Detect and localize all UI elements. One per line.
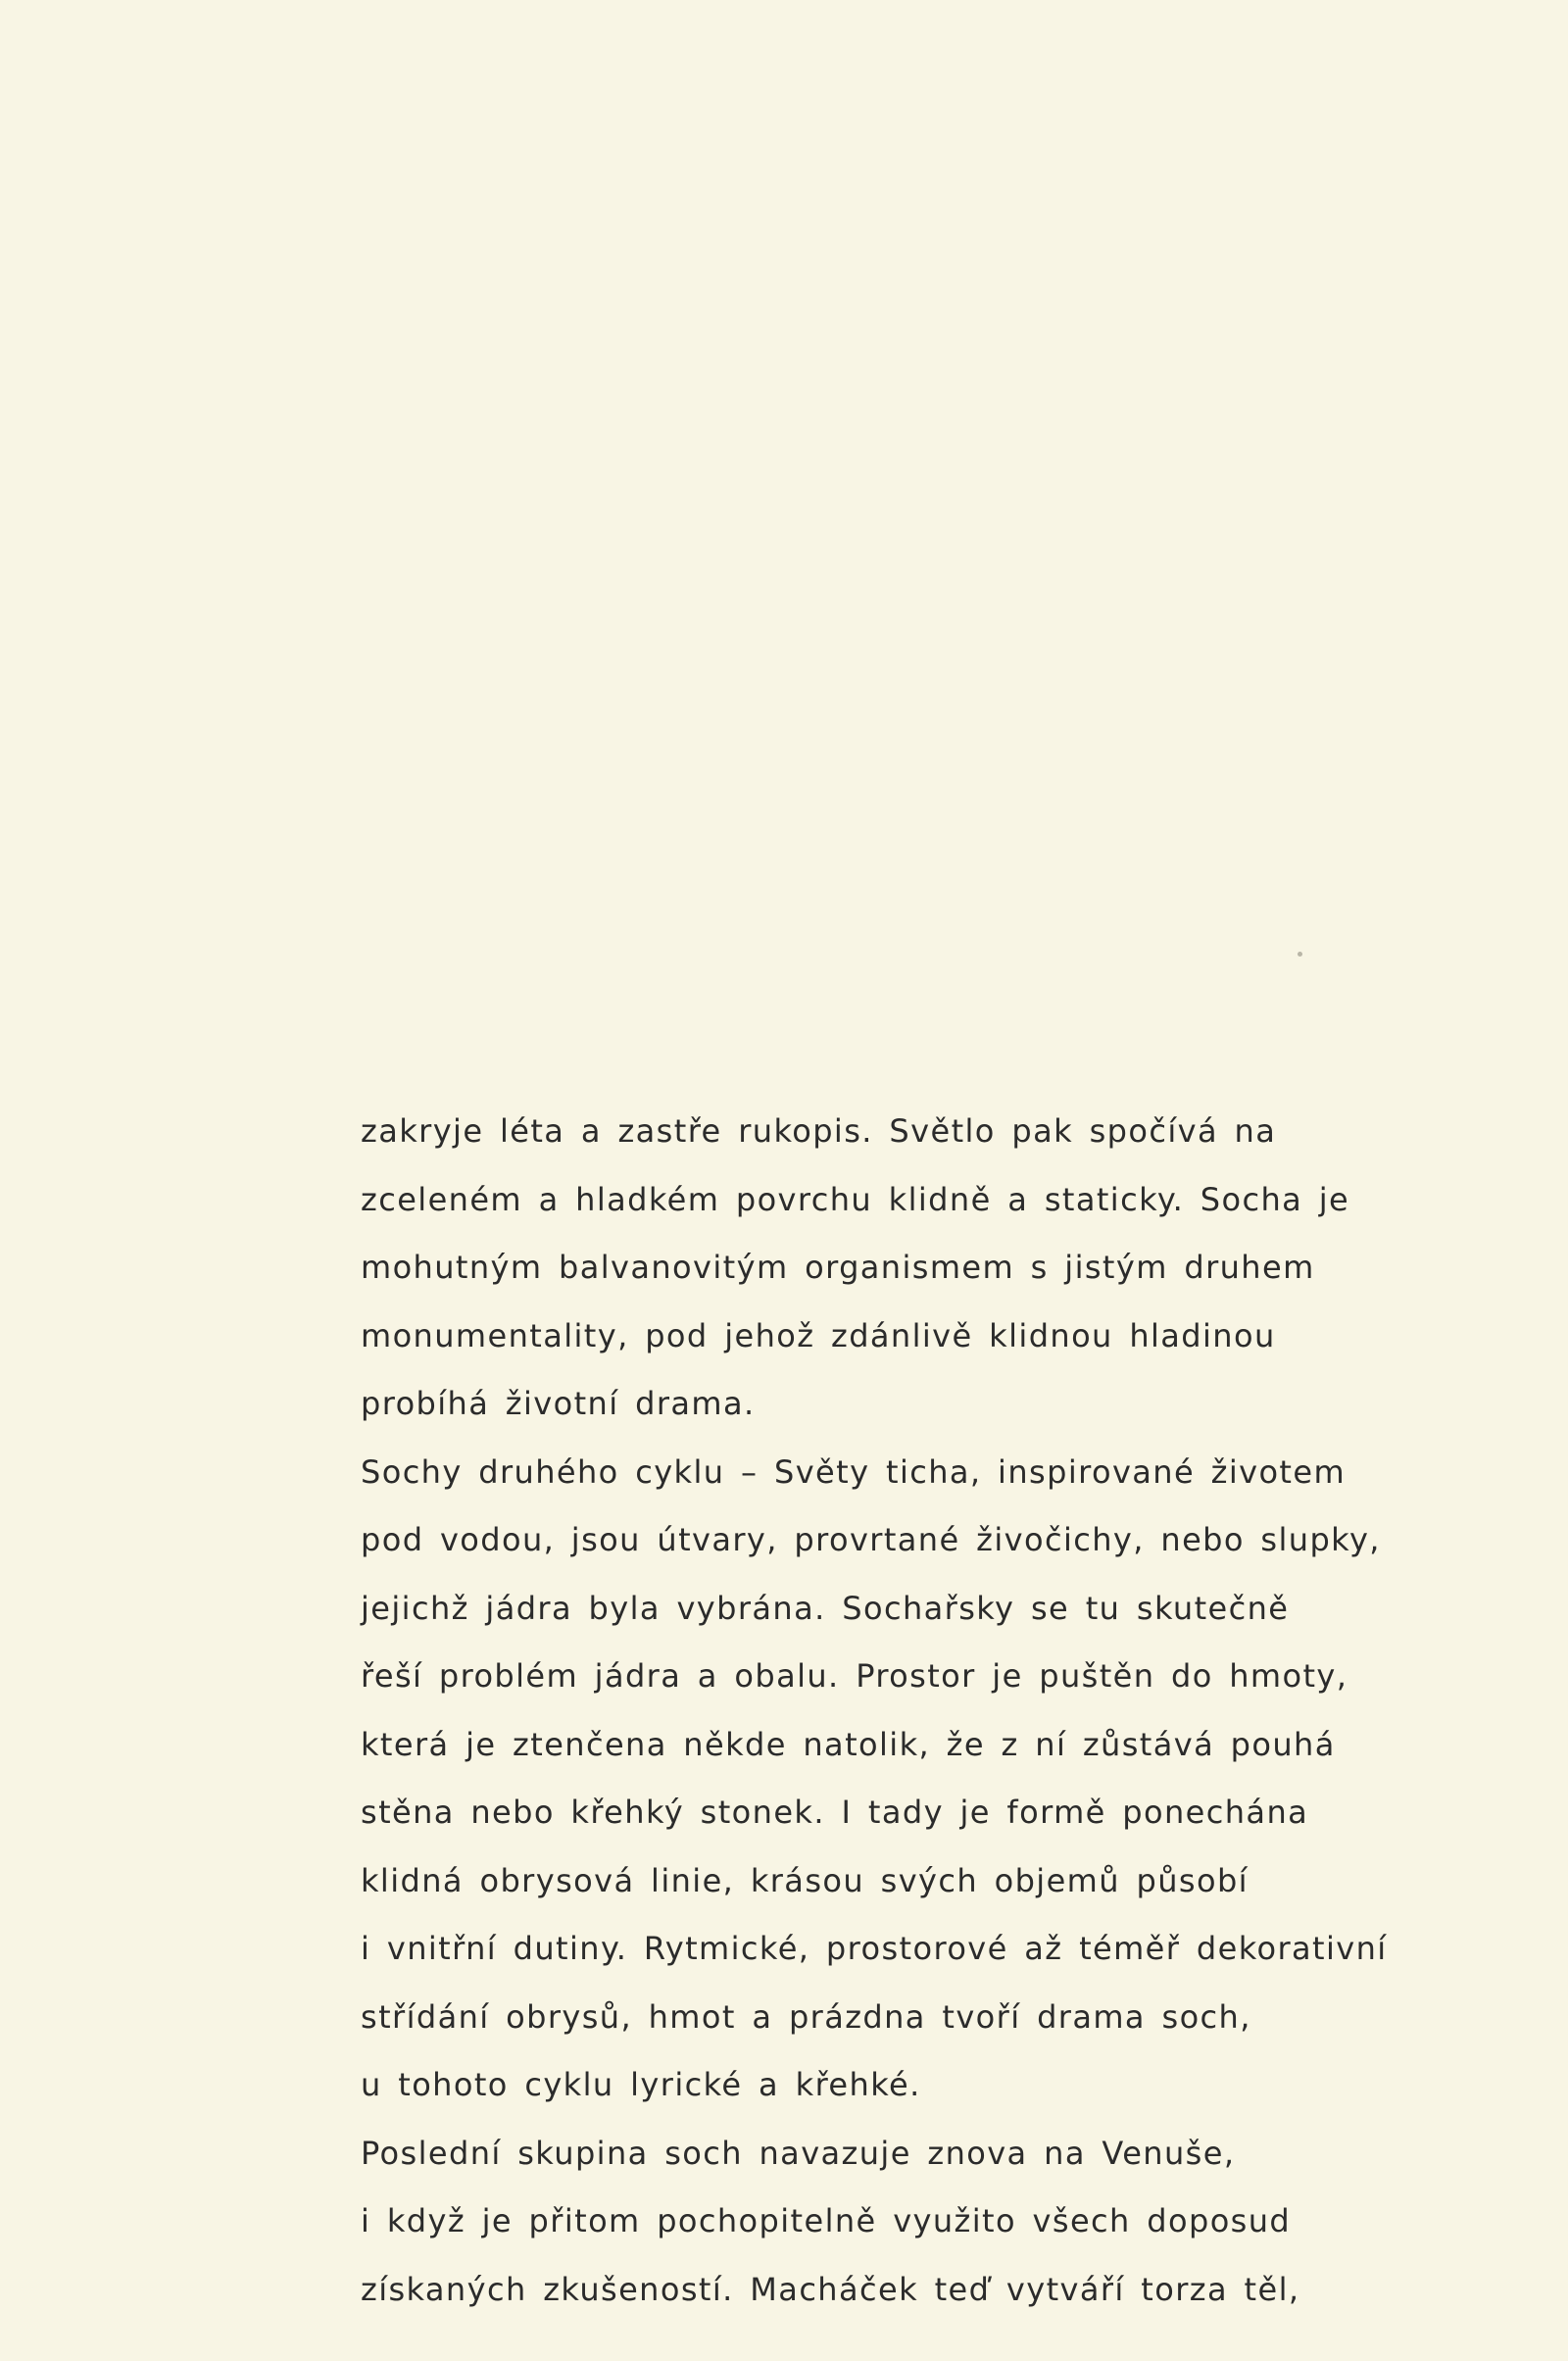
text-line: pod vodou, jsou útvary, provrtané živočichy, nebo slupky, — [361, 1521, 1381, 1558]
text-line: zceleném a hladkém povrchu klidně a staticky. Socha je — [361, 1180, 1350, 1218]
text-line: probíhá životní drama. — [361, 1385, 756, 1422]
paper-speck — [1298, 952, 1302, 957]
text-line: která je ztenčena někde natolik, že z ní zůstává pouhá — [361, 1725, 1336, 1763]
text-line: řeší problém jádra a obalu. Prostor je puštěn do hmoty, — [361, 1657, 1348, 1695]
text-line: střídání obrysů, hmot a prázdna tvoří drama soch, — [361, 1997, 1251, 2036]
body-text — [361, 1098, 1388, 2324]
text-line: jejichž jádra byla vybrána. Sochařsky se tu skutečně — [361, 1589, 1290, 1627]
text-line: získaných zkušeností. Macháček teď vytváří torza těl, — [361, 2270, 1300, 2308]
text-line: Sochy druhého cyklu – Světy ticha, inspirované životem — [361, 1452, 1347, 1491]
text-line: stěna nebo křehký stonek. I tady je formě ponechána — [361, 1794, 1309, 1831]
text-line: zakryje léta a zastře rukopis. Světlo pak spočívá na — [361, 1112, 1277, 1150]
text-line: klidná obrysová linie, krásou svých objemů působí — [361, 1861, 1249, 1899]
text-line: monumentality, pod jehož zdánlivě klidnou hladinou — [361, 1316, 1276, 1354]
text-line: Poslední skupina soch navazuje znova na Venuše, — [361, 2134, 1236, 2172]
text-line: i když je přitom pochopitelně využito všech doposud — [361, 2202, 1292, 2239]
text-line: i vnitřní dutiny. Rytmické, prostorové až téměř dekorativní — [361, 1930, 1388, 1967]
text-line: mohutným balvanovitým organismem s jistým druhem — [361, 1249, 1315, 1286]
text-line: u tohoto cyklu lyrické a křehké. — [361, 2066, 921, 2103]
